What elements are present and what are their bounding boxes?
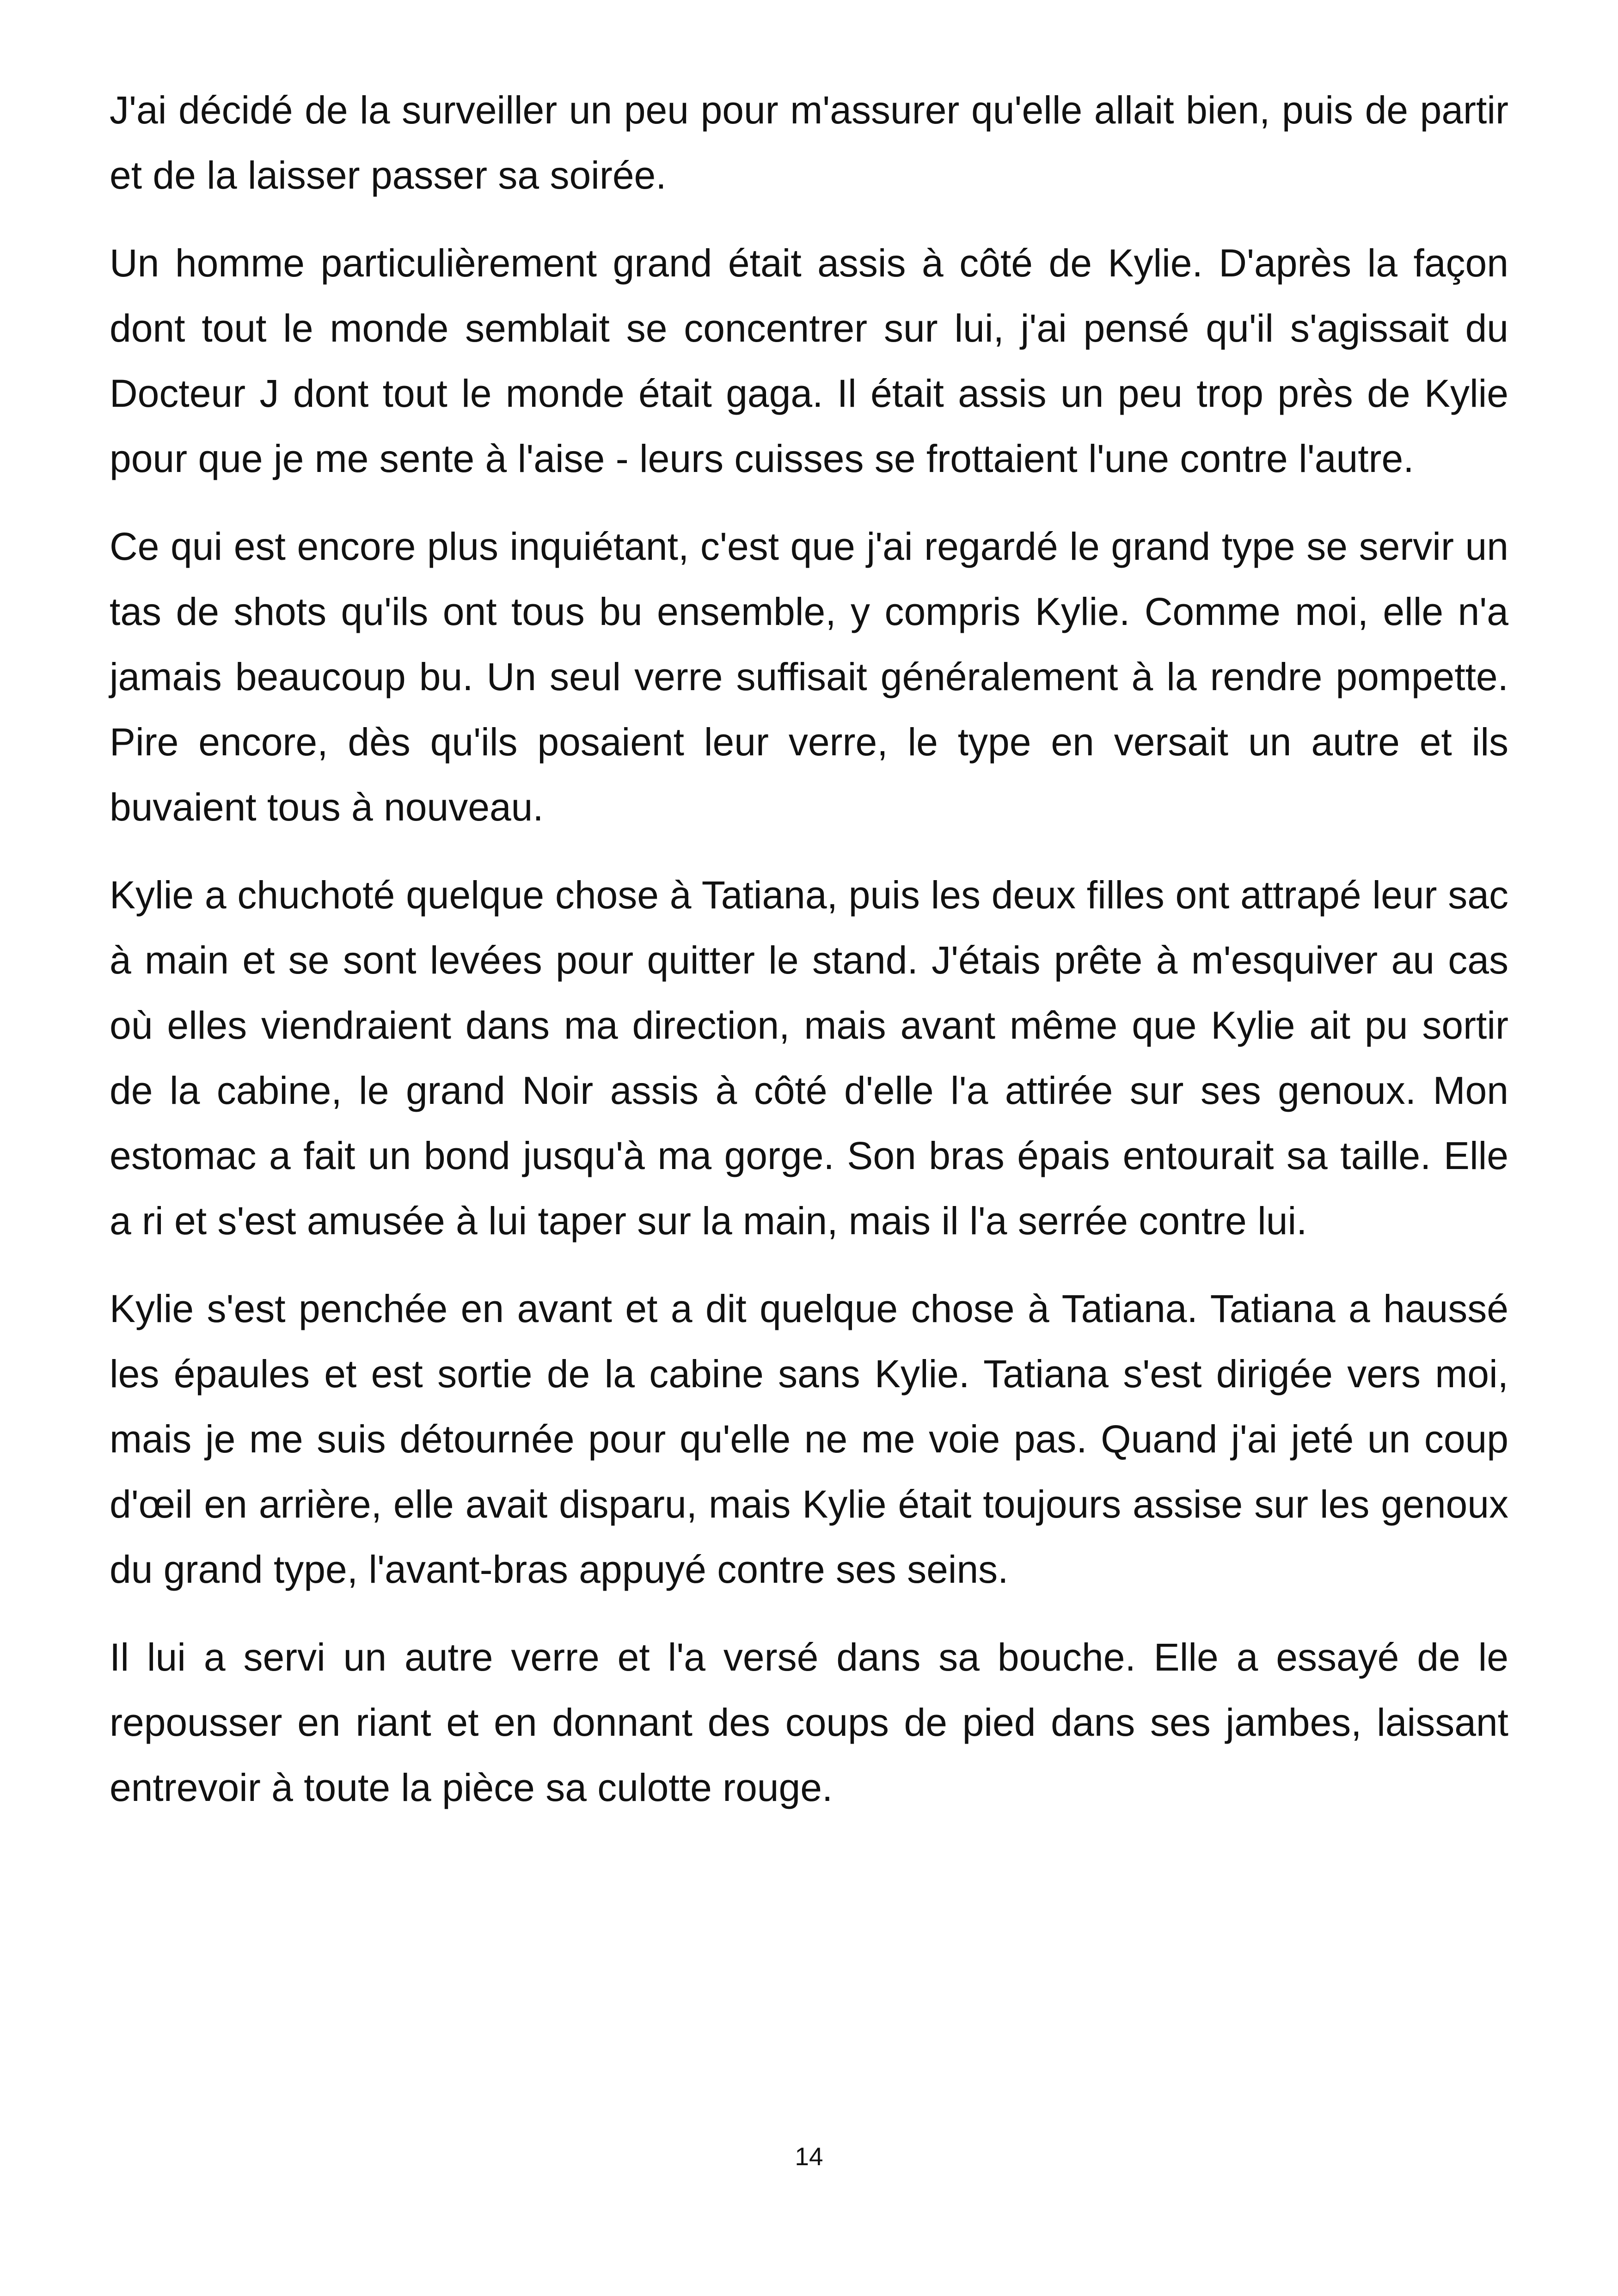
paragraph-2: Un homme particulièrement grand était assis à côté de Kylie. D'après la façon dont tout le monde semblait se concentrer sur lui, j'ai pensé qu'il s'agissait du Docteur J dont tout le monde était gaga. Il était assis un peu trop près de Kylie pour que je me sente à l'aise - leurs cuisses se frottaient l'une contre l'autre.	[110, 241, 1508, 480]
body-text	[110, 78, 1508, 1820]
paragraph-6: Il lui a servi un autre verre et l'a versé dans sa bouche. Elle a essayé de le repousser en riant et en donnant des coups de pied dans ses jambes, laissant entrevoir à toute la pièce sa culotte rouge.	[110, 1635, 1508, 1809]
paragraph-5: Kylie s'est penchée en avant et a dit quelque chose à Tatiana. Tatiana a haussé les épaules et est sortie de la cabine sans Kylie. Tatiana s'est dirigée vers moi, mais je me suis détournée pour qu'elle ne me voie pas. Quand j'ai jeté un coup d'œil en arrière, elle avait disparu, mais Kylie était toujours assise sur les genoux du grand type, l'avant-bras appuyé contre ses seins.	[110, 1287, 1508, 1591]
paragraph-1: J'ai décidé de la surveiller un peu pour m'assurer qu'elle allait bien, puis de partir et de la laisser passer sa soirée.	[110, 88, 1508, 197]
paragraph-3: Ce qui est encore plus inquiétant, c'est que j'ai regardé le grand type se servir un tas de shots qu'ils ont tous bu ensemble, y compris Kylie. Comme moi, elle n'a jamais beaucoup bu. Un seul verre suffisait généralement à la rendre pompette. Pire encore, dès qu'ils posaient leur verre, le type en versait un autre et ils buvaient tous à nouveau.	[110, 525, 1508, 829]
page-number: 14	[795, 2142, 823, 2171]
paragraph-4: Kylie a chuchoté quelque chose à Tatiana, puis les deux filles ont attrapé leur sac à main et se sont levées pour quitter le stand. J'étais prête à m'esquiver au cas où elles viendraient dans ma direction, mais avant même que Kylie ait pu sortir de la cabine, le grand Noir assis à côté d'elle l'a attirée sur ses genoux. Mon estomac a fait un bond jusqu'à ma gorge. Son bras épais entourait sa taille. Elle a ri et s'est amusée à lui taper sur la main, mais il l'a serrée contre lui.	[110, 873, 1508, 1243]
